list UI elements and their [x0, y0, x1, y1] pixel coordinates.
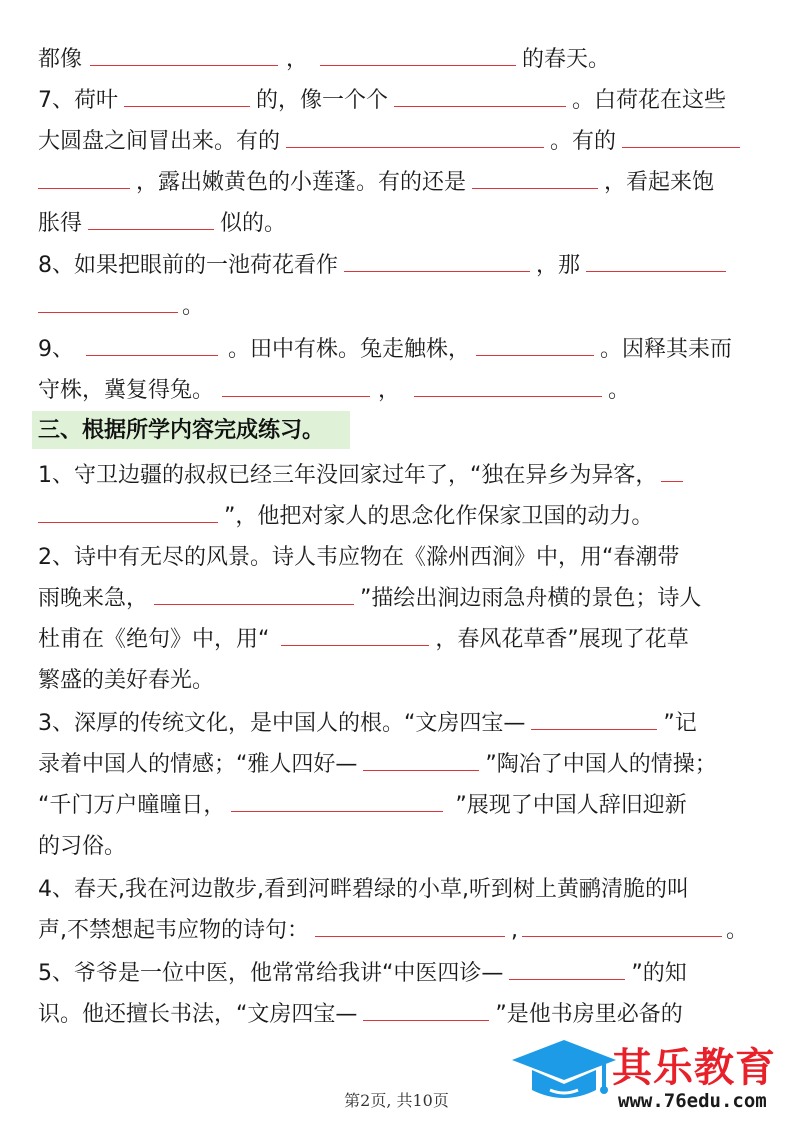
text-line: 录着中国人的情感；“雅人四好— ”陶冶了中国人的情操；: [38, 752, 717, 777]
answer-blank[interactable]: [363, 1000, 489, 1021]
text-line: 都像 ， 的春天。: [38, 47, 611, 72]
answer-blank[interactable]: [661, 461, 683, 482]
text-line: 3、深厚的传统文化，是中国人的根。“文房四宝— ”记: [38, 711, 697, 736]
answer-blank[interactable]: [522, 916, 722, 937]
answer-blank[interactable]: [231, 791, 443, 812]
graduation-cap-icon: [508, 1034, 618, 1114]
answer-blank[interactable]: [315, 916, 505, 937]
text-line: 守株，冀复得兔。 ， 。: [38, 378, 631, 403]
text-line: 大圆盘之间冒出来。有的 。有的: [38, 122, 740, 162]
section-heading: 三、根据所学内容完成练习。: [38, 418, 325, 443]
answer-blank[interactable]: [586, 251, 726, 272]
answer-blank[interactable]: [363, 750, 479, 771]
answer-blank[interactable]: [281, 625, 429, 646]
answer-blank[interactable]: [154, 584, 354, 605]
text-line: 4、春天,我在河边散步,看到河畔碧绿的小草,听到树上黄鹂清脆的叫: [38, 877, 689, 902]
text-line: 5、爷爷是一位中医，他常常给我讲“中医四诊— ”的知: [38, 961, 687, 986]
text-line: ，露出嫩黄色的小莲蓬。有的还是 ，看起来饱: [38, 163, 714, 203]
logo-url: www.76edu.com: [618, 1090, 767, 1112]
answer-blank[interactable]: [222, 376, 370, 397]
text-line: 。: [38, 287, 204, 327]
text-line: 杜甫在《绝句》中，用“ ，春风花草香”展现了花草: [38, 627, 689, 652]
text-line: 8、如果把眼前的一池荷花看作 ，那: [38, 246, 726, 286]
answer-blank[interactable]: [124, 86, 250, 107]
answer-blank[interactable]: [531, 709, 657, 730]
answer-blank[interactable]: [472, 168, 598, 189]
answer-blank[interactable]: [509, 959, 625, 980]
brand-logo: [508, 1032, 793, 1122]
answer-blank[interactable]: [38, 502, 218, 523]
answer-blank[interactable]: [320, 45, 516, 66]
text-line: “千门万户曈曈日， ”展现了中国人辞旧迎新: [38, 793, 687, 818]
answer-blank[interactable]: [622, 127, 740, 148]
text-line: ”，他把对家人的思念化作保家卫国的动力。: [38, 497, 653, 537]
page-number: 第2页, 共10页: [344, 1091, 449, 1110]
logo-name: 其乐教育: [612, 1045, 776, 1091]
answer-blank[interactable]: [38, 292, 178, 313]
answer-blank[interactable]: [414, 376, 602, 397]
text-line: 9、 。田中有株。兔走触株， 。因释其耒而: [38, 337, 733, 362]
text-line: 识。他还擅长书法，“文房四宝— ”是他书房里必备的: [38, 1002, 683, 1027]
text-line: 繁盛的美好春光。: [38, 668, 215, 693]
text-line: 2、诗中有无尽的风景。诗人韦应物在《滁州西涧》中，用“春潮带: [38, 545, 680, 570]
answer-blank[interactable]: [90, 45, 278, 66]
text-line: 声,不禁想起韦应物的诗句： , 。: [38, 918, 749, 943]
answer-blank[interactable]: [394, 86, 566, 107]
text-line: 1、守卫边疆的叔叔已经三年没回家过年了，“独在异乡为异客，: [38, 456, 683, 496]
text-line: 的习俗。: [38, 834, 127, 859]
answer-blank[interactable]: [476, 335, 594, 356]
text-line: 雨晚来急， ”描绘出涧边雨急舟横的景色；诗人: [38, 586, 702, 611]
answer-blank[interactable]: [38, 168, 130, 189]
answer-blank[interactable]: [344, 251, 530, 272]
answer-blank[interactable]: [88, 209, 214, 230]
text-line: 7、荷叶 的，像一个个 。白荷花在这些: [38, 88, 727, 113]
answer-blank[interactable]: [286, 127, 544, 148]
text-line: 胀得 似的。: [38, 211, 287, 236]
answer-blank[interactable]: [86, 335, 218, 356]
